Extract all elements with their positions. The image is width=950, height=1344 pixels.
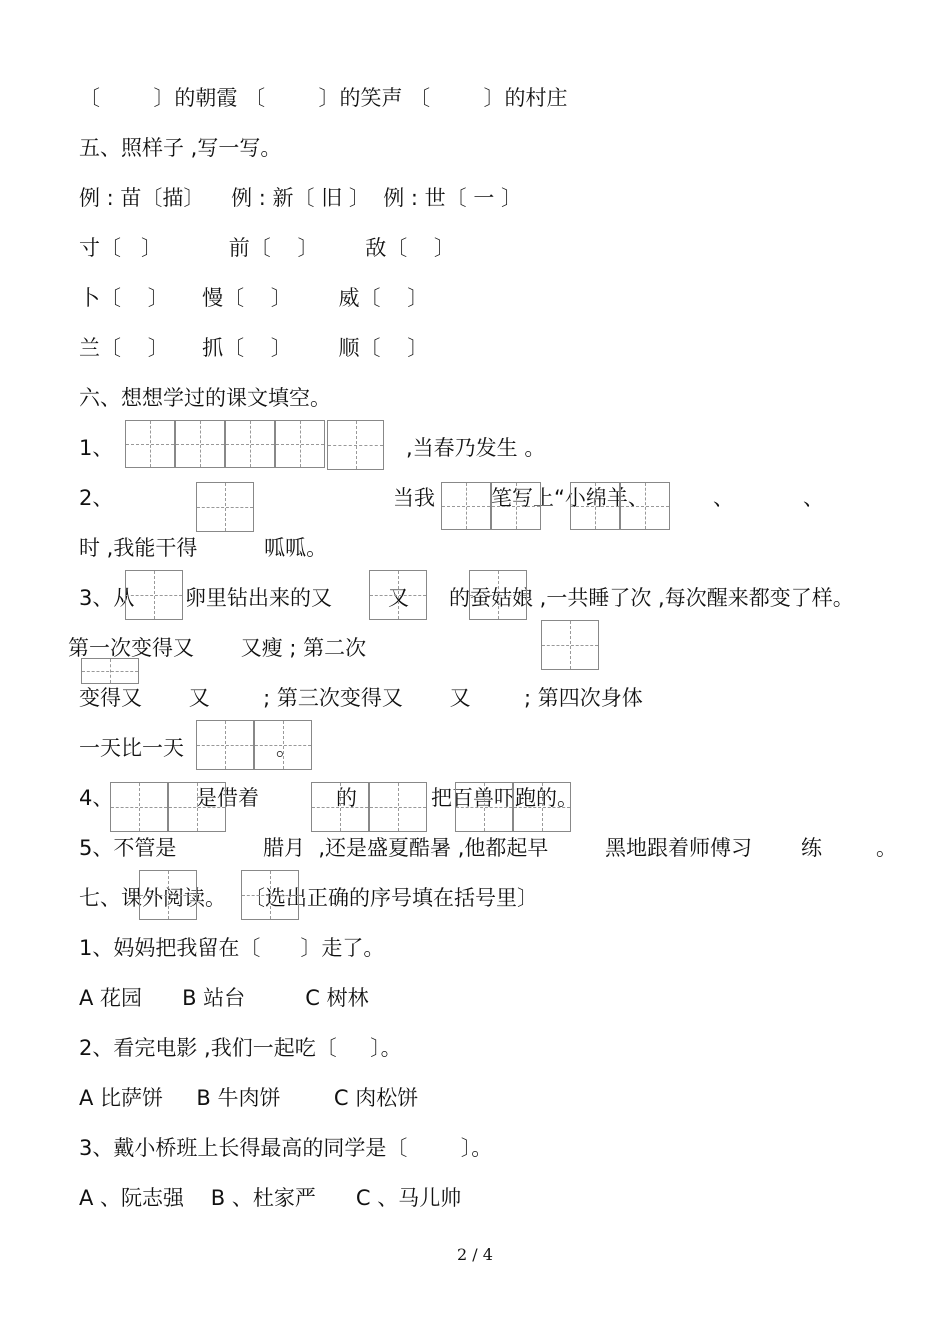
writing-box[interactable] (225, 420, 275, 468)
q6-2-text-a: 当我 (393, 486, 435, 510)
q6-3-text-e: 第一次变得又 又瘦 ; 第二次 (68, 636, 367, 660)
q6-3-text-b: 卵里钻出来的又 (185, 586, 332, 610)
q6-2-text-c: 、 (713, 486, 734, 510)
q7-2-options: A 比萨饼 B 牛肉饼 C 肉松饼 (79, 1086, 419, 1110)
q6-3-text-f: 变得又 又 ; 第三次变得又 又 ; 第四次身体 (79, 686, 643, 710)
q6-2-number: 2、 (79, 486, 114, 510)
section-5-row-1: 寸〔 〕 前〔 〕 敌〔 〕 (79, 236, 455, 260)
writing-box[interactable] (620, 482, 670, 530)
q6-4-text-c: 把百兽吓跑的。 (431, 786, 578, 810)
writing-box[interactable] (196, 482, 254, 532)
writing-box[interactable] (570, 482, 620, 530)
writing-box[interactable] (369, 570, 427, 620)
writing-box[interactable] (81, 658, 139, 684)
q6-5-text-c: 黑地跟着师傅习 (605, 836, 752, 860)
q6-1-number: 1、 (79, 436, 114, 460)
writing-box[interactable] (455, 782, 513, 832)
q6-3-text-h: 。 (276, 736, 297, 760)
q6-2-text-d: 、 (803, 486, 824, 510)
writing-box[interactable] (441, 482, 491, 530)
writing-box[interactable] (491, 482, 541, 530)
writing-box[interactable] (139, 870, 197, 920)
q6-2-text-b: 笔写上“小绵羊、 (491, 486, 649, 510)
writing-box[interactable] (125, 420, 175, 468)
writing-box[interactable] (254, 720, 312, 770)
writing-box[interactable] (196, 720, 254, 770)
q7-3: 3、戴小桥班上长得最高的同学是〔 〕。 (79, 1136, 493, 1160)
writing-box[interactable] (275, 420, 325, 468)
q6-5-text-d: 练 (801, 836, 822, 860)
writing-box[interactable] (110, 782, 168, 832)
section-5-row-2: 卜〔 〕 慢〔 〕 威〔 〕 (79, 286, 429, 310)
q6-4-text-b: 的 (336, 786, 357, 810)
line-adj-fill: 〔 〕的朝霞 〔 〕的笑声 〔 〕的村庄 (79, 86, 568, 110)
section-5-example: 例 : 苗〔描〕 例 : 新〔 旧 〕 例 : 世〔 一 〕 (79, 186, 523, 210)
q7-1-options: A 花园 B 站台 C 树林 (79, 986, 369, 1010)
writing-box[interactable] (327, 420, 384, 470)
writing-box[interactable] (125, 570, 183, 620)
q6-1-text: ,当春乃发生 。 (406, 436, 546, 460)
q6-5-text-b: 腊月 ,还是盛夏酷暑 ,他都起早 (263, 836, 549, 860)
writing-box[interactable] (469, 570, 527, 620)
writing-box[interactable] (168, 782, 226, 832)
q6-5-text-e: 。 (876, 836, 897, 860)
writing-box[interactable] (369, 782, 427, 832)
q6-2-text-e: 时 ,我能干得 呱呱。 (79, 536, 328, 560)
q6-5-text-a: 5、不管是 (79, 836, 177, 860)
page-number: 2 / 4 (457, 1245, 493, 1264)
q6-3-text-g: 一天比一天 (79, 736, 184, 760)
section-5-heading: 五、照样子 ,写一写。 (79, 136, 282, 160)
q7-1: 1、妈妈把我留在〔 〕走了。 (79, 936, 385, 960)
writing-box[interactable] (175, 420, 225, 468)
q6-3-text-c: 又 (388, 586, 409, 610)
writing-box[interactable] (513, 782, 571, 832)
q7-3-options: A 、阮志强 B 、杜家严 C 、马儿帅 (79, 1186, 462, 1210)
section-7-instruction: 〔选出正确的序号填在括号里〕 (244, 886, 538, 910)
section-6-heading: 六、想想学过的课文填空。 (79, 386, 331, 410)
q6-4-text-a: 是借着 (196, 786, 259, 810)
writing-box[interactable] (311, 782, 369, 832)
writing-box[interactable] (541, 620, 599, 670)
section-7-heading: 七、课外阅读。 (79, 886, 226, 910)
writing-box[interactable] (241, 870, 299, 920)
q7-2: 2、看完电影 ,我们一起吃〔 〕。 (79, 1036, 402, 1060)
section-5-row-3: 兰〔 〕 抓〔 〕 顺〔 〕 (79, 336, 429, 360)
q6-3-text-d: 的蚕姑娘 ,一共睡了次 ,每次醒来都变了样。 (449, 586, 854, 610)
q6-4-number: 4、 (79, 786, 114, 810)
q6-3-text-a: 3、从 (79, 586, 135, 610)
